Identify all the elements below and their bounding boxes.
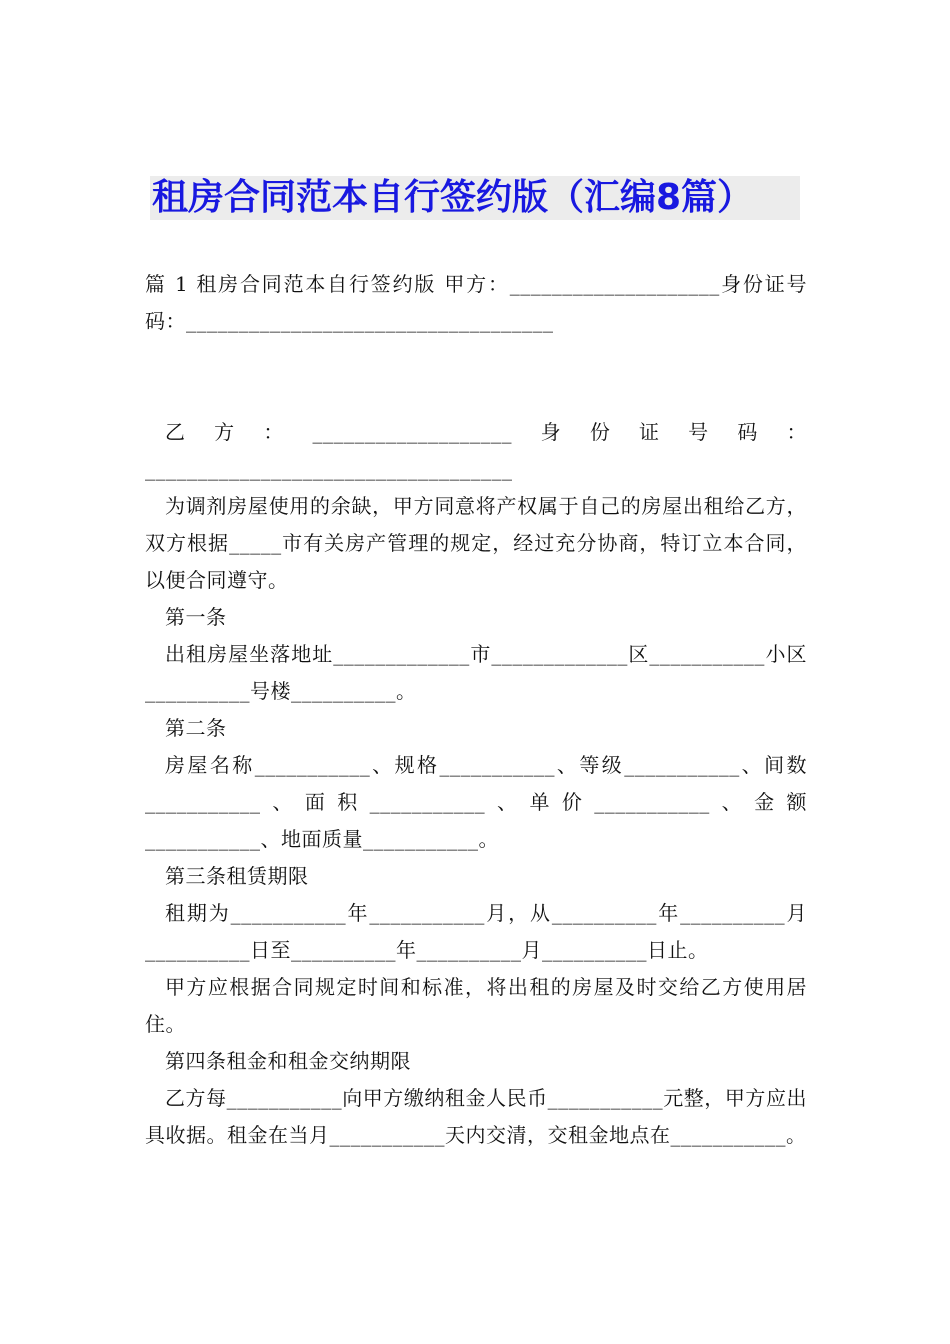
paragraph-intro: 为调剂房屋使用的余缺，甲方同意将产权属于自己的房屋出租给乙方，双方根据_____市有关房产管理的规定，经过充分协商，特订立本合同，以便合同遵守。 (145, 494, 807, 592)
blank-gap (145, 340, 807, 414)
article-3-text: 租期为___________年___________月，从__________年__________月__________日至__________年__________月__________日止。 (145, 901, 807, 962)
article-2-text: 房屋名称___________、规格___________、等级___________、间数___________、面积___________、单价___________、金额___________、地面质量___________。 (145, 753, 807, 851)
document-body (145, 266, 807, 1154)
paragraph-party-a: 篇 1 租房合同范本自行签约版 甲方：____________________身份证号码：___________________________________ (145, 272, 807, 333)
article-4-text: 乙方每___________向甲方缴纳租金人民币___________元整，甲方应出具收据。租金在当月___________天内交清，交租金地点在___________。 (145, 1086, 807, 1147)
article-2-heading: 第二条 (165, 716, 227, 740)
article-3-heading: 第三条租赁期限 (165, 864, 309, 888)
document-title: 租房合同范本自行签约版（汇编8篇） (152, 177, 754, 218)
article-1-heading: 第一条 (165, 605, 227, 629)
article-3-delivery: 甲方应根据合同规定时间和标准，将出租的房屋及时交给乙方使用居住。 (145, 975, 807, 1036)
paragraph-party-b: 乙方：___________________身份证号码：___________________________________ (145, 420, 807, 481)
article-1-text: 出租房屋坐落地址_____________市_____________区___________小区__________号楼__________。 (145, 642, 807, 703)
article-4-heading: 第四条租金和租金交纳期限 (165, 1049, 411, 1073)
